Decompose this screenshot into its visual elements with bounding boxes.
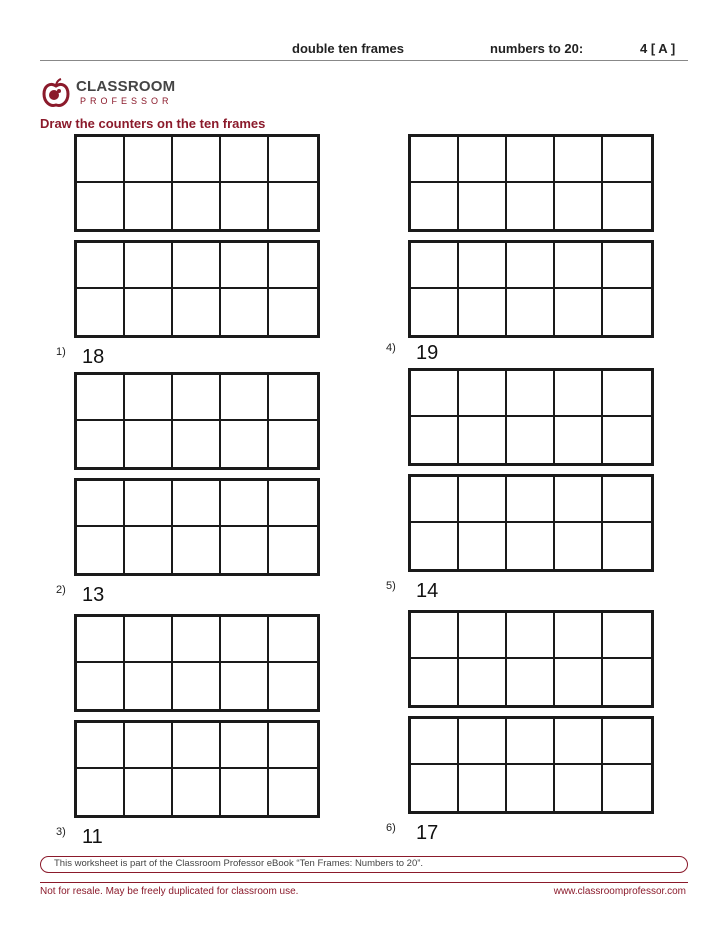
ten-frame	[74, 372, 320, 470]
ten-frame	[408, 134, 654, 232]
question-label: 4)	[386, 342, 396, 354]
ten-frame	[74, 720, 320, 818]
frame-cell	[77, 663, 125, 709]
frame-cell	[77, 527, 125, 573]
frame-cell	[555, 523, 603, 569]
frame-cell	[459, 371, 507, 417]
ten-frame	[74, 614, 320, 712]
frame-cell	[173, 617, 221, 663]
frame-cell	[555, 765, 603, 811]
frame-cell	[507, 523, 555, 569]
ten-frame	[408, 474, 654, 572]
frame-cell	[269, 421, 317, 467]
frame-cell	[411, 613, 459, 659]
frame-cell	[77, 375, 125, 421]
frame-cell	[507, 183, 555, 229]
frame-cell	[125, 481, 173, 527]
frame-cell	[507, 613, 555, 659]
question-label: 6)	[386, 822, 396, 834]
frame-cell	[221, 617, 269, 663]
frame-cell	[555, 417, 603, 463]
frame-cell	[221, 137, 269, 183]
frame-cell	[173, 723, 221, 769]
frame-cell	[125, 183, 173, 229]
frame-cell	[77, 183, 125, 229]
frame-cell	[555, 289, 603, 335]
frame-cell	[221, 375, 269, 421]
frame-cell	[269, 617, 317, 663]
worksheet-code: 4 [ A ]	[640, 41, 676, 56]
frame-cell	[555, 613, 603, 659]
frame-cell	[507, 765, 555, 811]
frame-cell	[221, 289, 269, 335]
ebook-note: This worksheet is part of the Classroom Professor eBook “Ten Frames: Numbers to 20”.	[54, 858, 424, 869]
frame-cell	[173, 183, 221, 229]
frame-cell	[269, 243, 317, 289]
frame-cell	[125, 617, 173, 663]
frame-cell	[555, 137, 603, 183]
frame-cell	[507, 417, 555, 463]
frame-cell	[411, 659, 459, 705]
ebook-note-box	[40, 856, 688, 873]
frame-cell	[555, 659, 603, 705]
frame-cell	[459, 183, 507, 229]
frame-cell	[269, 527, 317, 573]
frame-cell	[173, 289, 221, 335]
frame-cell	[173, 243, 221, 289]
apple-logo-icon	[42, 78, 70, 108]
frame-cell	[77, 723, 125, 769]
frame-cell	[269, 663, 317, 709]
frame-cell	[77, 243, 125, 289]
frame-cell	[77, 481, 125, 527]
logo-sub-text: PROFESSOR	[80, 96, 173, 106]
frame-cell	[173, 527, 221, 573]
frame-cell	[77, 769, 125, 815]
frame-cell	[507, 137, 555, 183]
frame-cell	[555, 183, 603, 229]
ten-frame	[408, 610, 654, 708]
classroom-professor-logo	[40, 74, 180, 110]
frame-cell	[269, 289, 317, 335]
frame-cell	[221, 243, 269, 289]
frame-cell	[125, 421, 173, 467]
header-divider	[40, 60, 688, 61]
frame-cell	[603, 183, 651, 229]
frame-cell	[459, 243, 507, 289]
instruction-text: Draw the counters on the ten frames	[40, 116, 266, 131]
frame-cell	[221, 769, 269, 815]
frame-cell	[459, 137, 507, 183]
frame-cell	[173, 769, 221, 815]
frame-cell	[77, 289, 125, 335]
question-number: 17	[416, 822, 439, 844]
frame-cell	[459, 417, 507, 463]
frame-cell	[77, 421, 125, 467]
frame-cell	[507, 719, 555, 765]
worksheet-title: double ten frames	[292, 41, 404, 56]
frame-cell	[269, 723, 317, 769]
ten-frame	[408, 240, 654, 338]
frame-cell	[125, 289, 173, 335]
frame-cell	[603, 137, 651, 183]
frame-cell	[459, 659, 507, 705]
frame-cell	[411, 523, 459, 569]
question-number: 19	[416, 342, 439, 364]
frame-cell	[603, 719, 651, 765]
frame-cell	[507, 659, 555, 705]
question-number: 11	[82, 826, 103, 848]
ten-frame	[74, 478, 320, 576]
frame-cell	[221, 527, 269, 573]
frame-cell	[411, 137, 459, 183]
question-number: 13	[82, 584, 105, 606]
frame-cell	[173, 663, 221, 709]
frame-cell	[603, 523, 651, 569]
ten-frame	[408, 716, 654, 814]
ten-frame	[74, 134, 320, 232]
frame-cell	[125, 527, 173, 573]
frame-cell	[173, 375, 221, 421]
frame-cell	[77, 617, 125, 663]
logo-main-text: CLASSROOM	[76, 78, 176, 95]
ten-frame	[74, 240, 320, 338]
frame-cell	[507, 289, 555, 335]
frame-cell	[411, 417, 459, 463]
question-number: 14	[416, 580, 439, 602]
frame-cell	[269, 481, 317, 527]
frame-cell	[603, 243, 651, 289]
frame-cell	[125, 375, 173, 421]
frame-cell	[221, 723, 269, 769]
frame-cell	[125, 769, 173, 815]
frame-cell	[555, 477, 603, 523]
page-header	[0, 41, 728, 57]
frame-cell	[411, 183, 459, 229]
frame-cell	[411, 243, 459, 289]
frame-cell	[507, 243, 555, 289]
frame-cell	[555, 371, 603, 417]
frame-cell	[603, 289, 651, 335]
frame-cell	[603, 371, 651, 417]
frame-cell	[269, 769, 317, 815]
frame-cell	[603, 613, 651, 659]
footer-divider	[40, 882, 688, 883]
frame-cell	[221, 183, 269, 229]
frame-cell	[269, 375, 317, 421]
frame-cell	[173, 481, 221, 527]
frame-cell	[411, 719, 459, 765]
frame-cell	[221, 481, 269, 527]
frame-cell	[173, 137, 221, 183]
website-link[interactable]: www.classroomprofessor.com	[553, 886, 686, 897]
frame-cell	[411, 765, 459, 811]
frame-cell	[221, 663, 269, 709]
frame-cell	[555, 719, 603, 765]
frame-cell	[125, 243, 173, 289]
frame-cell	[459, 719, 507, 765]
frame-cell	[603, 477, 651, 523]
frame-cell	[269, 183, 317, 229]
frame-cell	[411, 289, 459, 335]
ten-frame	[408, 368, 654, 466]
frame-cell	[125, 663, 173, 709]
frame-cell	[603, 417, 651, 463]
resale-notice: Not for resale. May be freely duplicated for classroom use.	[40, 886, 299, 897]
frame-cell	[173, 421, 221, 467]
frame-cell	[507, 371, 555, 417]
frame-cell	[603, 659, 651, 705]
frame-cell	[459, 765, 507, 811]
frame-cell	[507, 477, 555, 523]
frame-cell	[603, 765, 651, 811]
frame-cell	[125, 137, 173, 183]
frame-cell	[77, 137, 125, 183]
frame-cell	[459, 613, 507, 659]
frame-cell	[221, 421, 269, 467]
frame-cell	[411, 371, 459, 417]
worksheet-range: numbers to 20:	[490, 41, 584, 56]
frame-cell	[269, 137, 317, 183]
question-label: 2)	[56, 584, 66, 596]
question-number: 18	[82, 346, 105, 368]
frame-cell	[459, 289, 507, 335]
frame-cell	[555, 243, 603, 289]
frame-cell	[411, 477, 459, 523]
question-label: 5)	[386, 580, 396, 592]
question-label: 1)	[56, 346, 66, 358]
question-label: 3)	[56, 826, 66, 838]
frame-cell	[459, 477, 507, 523]
frame-cell	[459, 523, 507, 569]
frame-cell	[125, 723, 173, 769]
